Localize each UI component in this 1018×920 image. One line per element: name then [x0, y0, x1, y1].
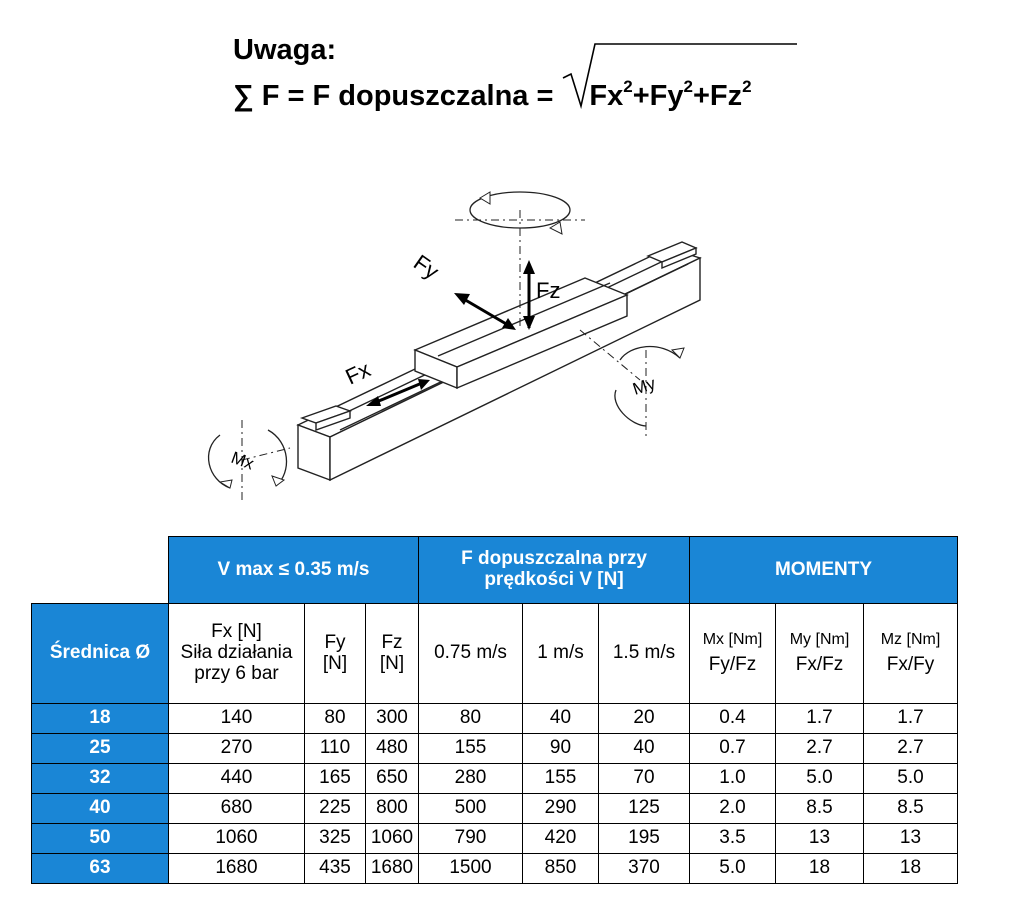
- table-row: [32, 704, 958, 734]
- mz-header: Mz [Nm] Fx/Fy: [864, 604, 958, 704]
- diameter-cell: 25: [32, 734, 169, 764]
- value-cell-mz: 18: [864, 854, 958, 884]
- force-formula: [233, 78, 752, 111]
- value-cell-mx: 5.0: [690, 854, 776, 884]
- fy-header: Fy [N]: [305, 604, 366, 704]
- radicand-fy: +Fy: [632, 80, 684, 112]
- square-root: $Fx^2+Fy^2+Fz^2$: [561, 78, 751, 111]
- value-cell-fy: 435: [305, 854, 366, 884]
- value-cell-my: 18: [776, 854, 864, 884]
- value-cell-v3: 370: [599, 854, 690, 884]
- value-cell-fx: 1060: [169, 824, 305, 854]
- value-cell-fz: 300: [366, 704, 419, 734]
- table-row: [32, 764, 958, 794]
- mx-label: Mx: [228, 447, 257, 474]
- value-cell-fy: 325: [305, 824, 366, 854]
- value-cell-fy: 80: [305, 704, 366, 734]
- value-cell-fx: 270: [169, 734, 305, 764]
- diameter-cell: 50: [32, 824, 169, 854]
- radicand-fz: +Fz: [692, 80, 743, 112]
- fz-header: Fz [N]: [366, 604, 419, 704]
- table-row: [32, 824, 958, 854]
- slide-force-diagram: [190, 180, 730, 520]
- value-cell-fz: 1060: [366, 824, 419, 854]
- value-cell-fx: 140: [169, 704, 305, 734]
- value-cell-mx: 0.4: [690, 704, 776, 734]
- value-cell-v2: 850: [523, 854, 599, 884]
- radicand-fx: Fx: [589, 80, 624, 112]
- mx-header: Mx [Nm] Fy/Fz: [690, 604, 776, 704]
- value-cell-v1: 280: [419, 764, 523, 794]
- value-cell-mx: 0.7: [690, 734, 776, 764]
- value-cell-v1: 1500: [419, 854, 523, 884]
- vmax-header: V max ≤ 0.35 m/s: [169, 537, 419, 604]
- value-cell-fz: 1680: [366, 854, 419, 884]
- formula-lhs: ∑ F = F dopuszczalna =: [233, 80, 554, 112]
- table-row: [32, 794, 958, 824]
- value-cell-v2: 290: [523, 794, 599, 824]
- value-cell-mx: 1.0: [690, 764, 776, 794]
- value-cell-v2: 155: [523, 764, 599, 794]
- value-cell-mz: 2.7: [864, 734, 958, 764]
- value-cell-mz: 5.0: [864, 764, 958, 794]
- value-cell-v2: 420: [523, 824, 599, 854]
- value-cell-v1: 500: [419, 794, 523, 824]
- fz-label: Fz: [536, 278, 561, 303]
- v3-header: 1.5 m/s: [599, 604, 690, 704]
- diameter-cell: 40: [32, 794, 169, 824]
- value-cell-v3: 20: [599, 704, 690, 734]
- my-label: My: [630, 373, 658, 399]
- value-cell-fz: 480: [366, 734, 419, 764]
- my-header: My [Nm] Fx/Fz: [776, 604, 864, 704]
- fdop-header: F dopuszczalna przy prędkości V [N]: [419, 537, 690, 604]
- value-cell-mz: 13: [864, 824, 958, 854]
- value-cell-fy: 110: [305, 734, 366, 764]
- fx-header: Fx [N] Siła działania przy 6 bar: [169, 604, 305, 704]
- value-cell-mz: 1.7: [864, 704, 958, 734]
- value-cell-v3: 40: [599, 734, 690, 764]
- v1-header: 0.75 m/s: [419, 604, 523, 704]
- value-cell-v3: 195: [599, 824, 690, 854]
- force-moment-table: [31, 536, 958, 884]
- table-group-header-row: [32, 537, 958, 604]
- value-cell-fx: 440: [169, 764, 305, 794]
- value-cell-my: 8.5: [776, 794, 864, 824]
- value-cell-my: 13: [776, 824, 864, 854]
- value-cell-my: 5.0: [776, 764, 864, 794]
- diameter-cell: 18: [32, 704, 169, 734]
- value-cell-fy: 225: [305, 794, 366, 824]
- value-cell-my: 2.7: [776, 734, 864, 764]
- diameter-cell: 32: [32, 764, 169, 794]
- value-cell-fz: 800: [366, 794, 419, 824]
- value-cell-mx: 3.5: [690, 824, 776, 854]
- value-cell-mx: 2.0: [690, 794, 776, 824]
- value-cell-v3: 125: [599, 794, 690, 824]
- value-cell-v3: 70: [599, 764, 690, 794]
- value-cell-v2: 90: [523, 734, 599, 764]
- srednica-header: Średnica Ø: [32, 604, 169, 704]
- fy-label: Fy: [409, 249, 444, 285]
- table-row: [32, 854, 958, 884]
- note-label: Uwaga:: [233, 34, 337, 66]
- value-cell-fx: 680: [169, 794, 305, 824]
- value-cell-fx: 1680: [169, 854, 305, 884]
- value-cell-fy: 165: [305, 764, 366, 794]
- value-cell-fz: 650: [366, 764, 419, 794]
- value-cell-v2: 40: [523, 704, 599, 734]
- radical-sign-icon: [561, 40, 801, 110]
- value-cell-v1: 155: [419, 734, 523, 764]
- v2-header: 1 m/s: [523, 604, 599, 704]
- table-column-header-row: [32, 604, 958, 704]
- value-cell-mz: 8.5: [864, 794, 958, 824]
- table-row: [32, 734, 958, 764]
- value-cell-v1: 790: [419, 824, 523, 854]
- value-cell-my: 1.7: [776, 704, 864, 734]
- momenty-header: MOMENTY: [690, 537, 958, 604]
- value-cell-v1: 80: [419, 704, 523, 734]
- diameter-cell: 63: [32, 854, 169, 884]
- fx-label: Fx: [341, 356, 375, 390]
